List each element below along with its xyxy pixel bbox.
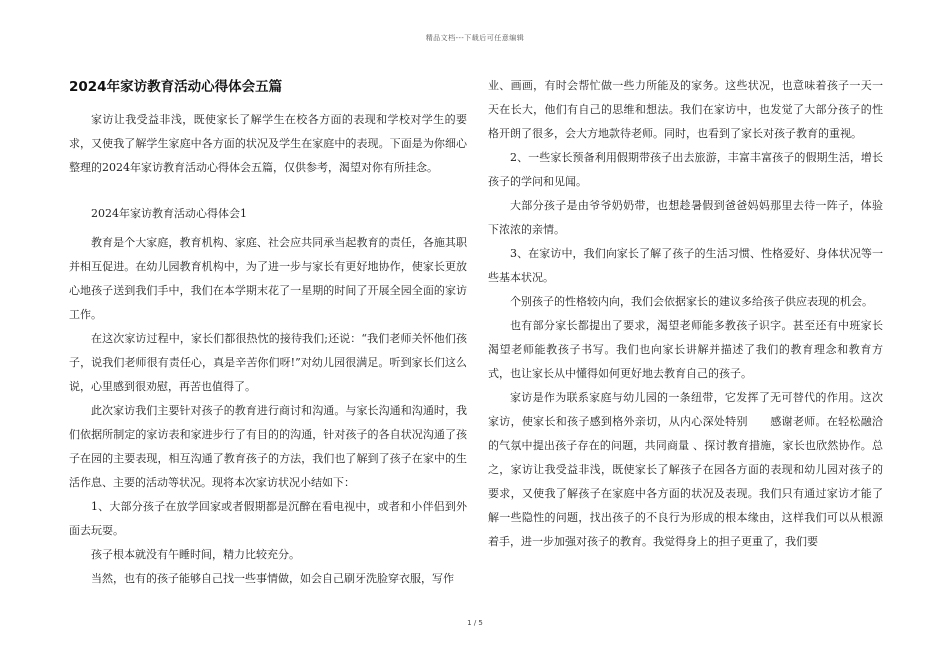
body-paragraph: 在这次家访过程中，家长们都很热忱的接待我们;还说：“我们老师关怀他们孩子，说我们老师很有责任心，真是辛苦你们呀!”对幼儿园很满足。听到家长们这么说，心里感到很劝慰，再苦也值得了。 [69,332,467,393]
body-paragraph: 个别孩子的性格较内向，我们会依据家长的建议多给孩子供应表现的机会。 [510,295,873,308]
body-paragraph: 当然，也有的孩子能够自己找一些事情做，如会自己刷牙洗脸穿衣服，写作 [91,572,454,585]
body-paragraph: 也有部分家长都提出了要求，渴望老师能多教孩子识字。甚至还有中班家长渴望老师能教孩子书写。我们也向家长讲解并描述了我们的教育理念和教育方式，也让家长从中懂得如何更好地去教育自己的孩子。 [488,319,883,380]
body-paragraph-continued: 业、画画，有时会帮忙做一些力所能及的家务。这些状况，也意味着孩子一天一天在长大，他们有自己的思维和想法。我们在家访中，也发觉了大部分孩子的性格开朗了很多，会大方地款待老师。同时，也看到了家长对孩子教育的重视。 [488,79,883,140]
left-column [69,74,467,591]
body-paragraph: 大部分孩子是由爷爷奶奶带，也想趁暑假到爸爸妈妈那里去待一阵子，体验下浓浓的亲情。 [488,199,883,236]
body-paragraph: 此次家访我们主要针对孩子的教育进行商讨和沟通。与家长沟通和沟通时，我们依据所制定的家访表和家进步行了有目的的沟通，针对孩子的各自状况沟通了孩子在园的主要表现，相互沟通了教育孩子的方法，我们也了解到了孩子在家中的生活作息、主要的活动等状况。现将本次家访状况小结如下： [69,404,467,489]
body-paragraph: 孩子根本就没有午睡时间，精力比较充分。 [91,548,300,561]
body-paragraph: 2、一些家长预备利用假期带孩子出去旅游，丰富丰富孩子的假期生活，增长孩子的学问和见闻。 [488,151,883,188]
body-paragraph: 3、在家访中，我们向家长了解了孩子的生活习惯、性格爱好、身体状况等一些基本状况。 [488,247,883,284]
page-header-note: 精品文档---下载后可任意编辑 [425,34,525,42]
intro-paragraph: 家访让我受益非浅，既使家长了解学生在校各方面的表现和学校对学生的要求，又使我了解学生家庭中各方面的状况及学生在家庭中的表现。下面是为你细心整理的2024年家访教育活动心得体会五篇，仅供参考，渴望对你有所挂念。 [69,113,467,174]
body-paragraph: 1、大部分孩子在放学回家或者假期都是沉醉在看电视中，或者和小伴侣到外面去玩耍。 [69,500,467,537]
section-heading: 2024年家访教育活动心得体会1 [91,207,247,220]
body-paragraph: 家访是作为联系家庭与幼儿园的一条纽带，它发挥了无可替代的作用。这次家访，使家长和孩子感到格外亲切，从内心深处特别 感谢老师。在轻松融洽的气氛中提出孩子存在的问题，共同商量 、探讨教育措施，家长也欣然协作。总之，家访让我受益非浅，既使家长了解孩子在园各方面的表现和幼儿园对孩子的要求，又使我了解孩子在家庭中各方面的状况及表现。我们只有通过家访才能了解一些隐性的问题，找出孩子的不良行为形成的根本缘由，这样我们可以从根源着手，进一步加强对孩子的教育。我觉得身上的担子更重了，我们要 [488,391,883,548]
right-column [488,74,883,554]
document-title: 2024年家访教育活动心得体会五篇 [69,79,283,95]
page-number: 1 / 5 [467,619,483,627]
body-paragraph: 教育是个大家庭，教育机构、家庭、社会应共同承当起教育的责任，各施其职并相互促进。在幼儿园教育机构中，为了进一步与家长有更好地协作，使家长更放心地孩子送到我们手中，我们在本学期末花了一星期的时间了开展全园全面的家访工作。 [69,236,467,321]
